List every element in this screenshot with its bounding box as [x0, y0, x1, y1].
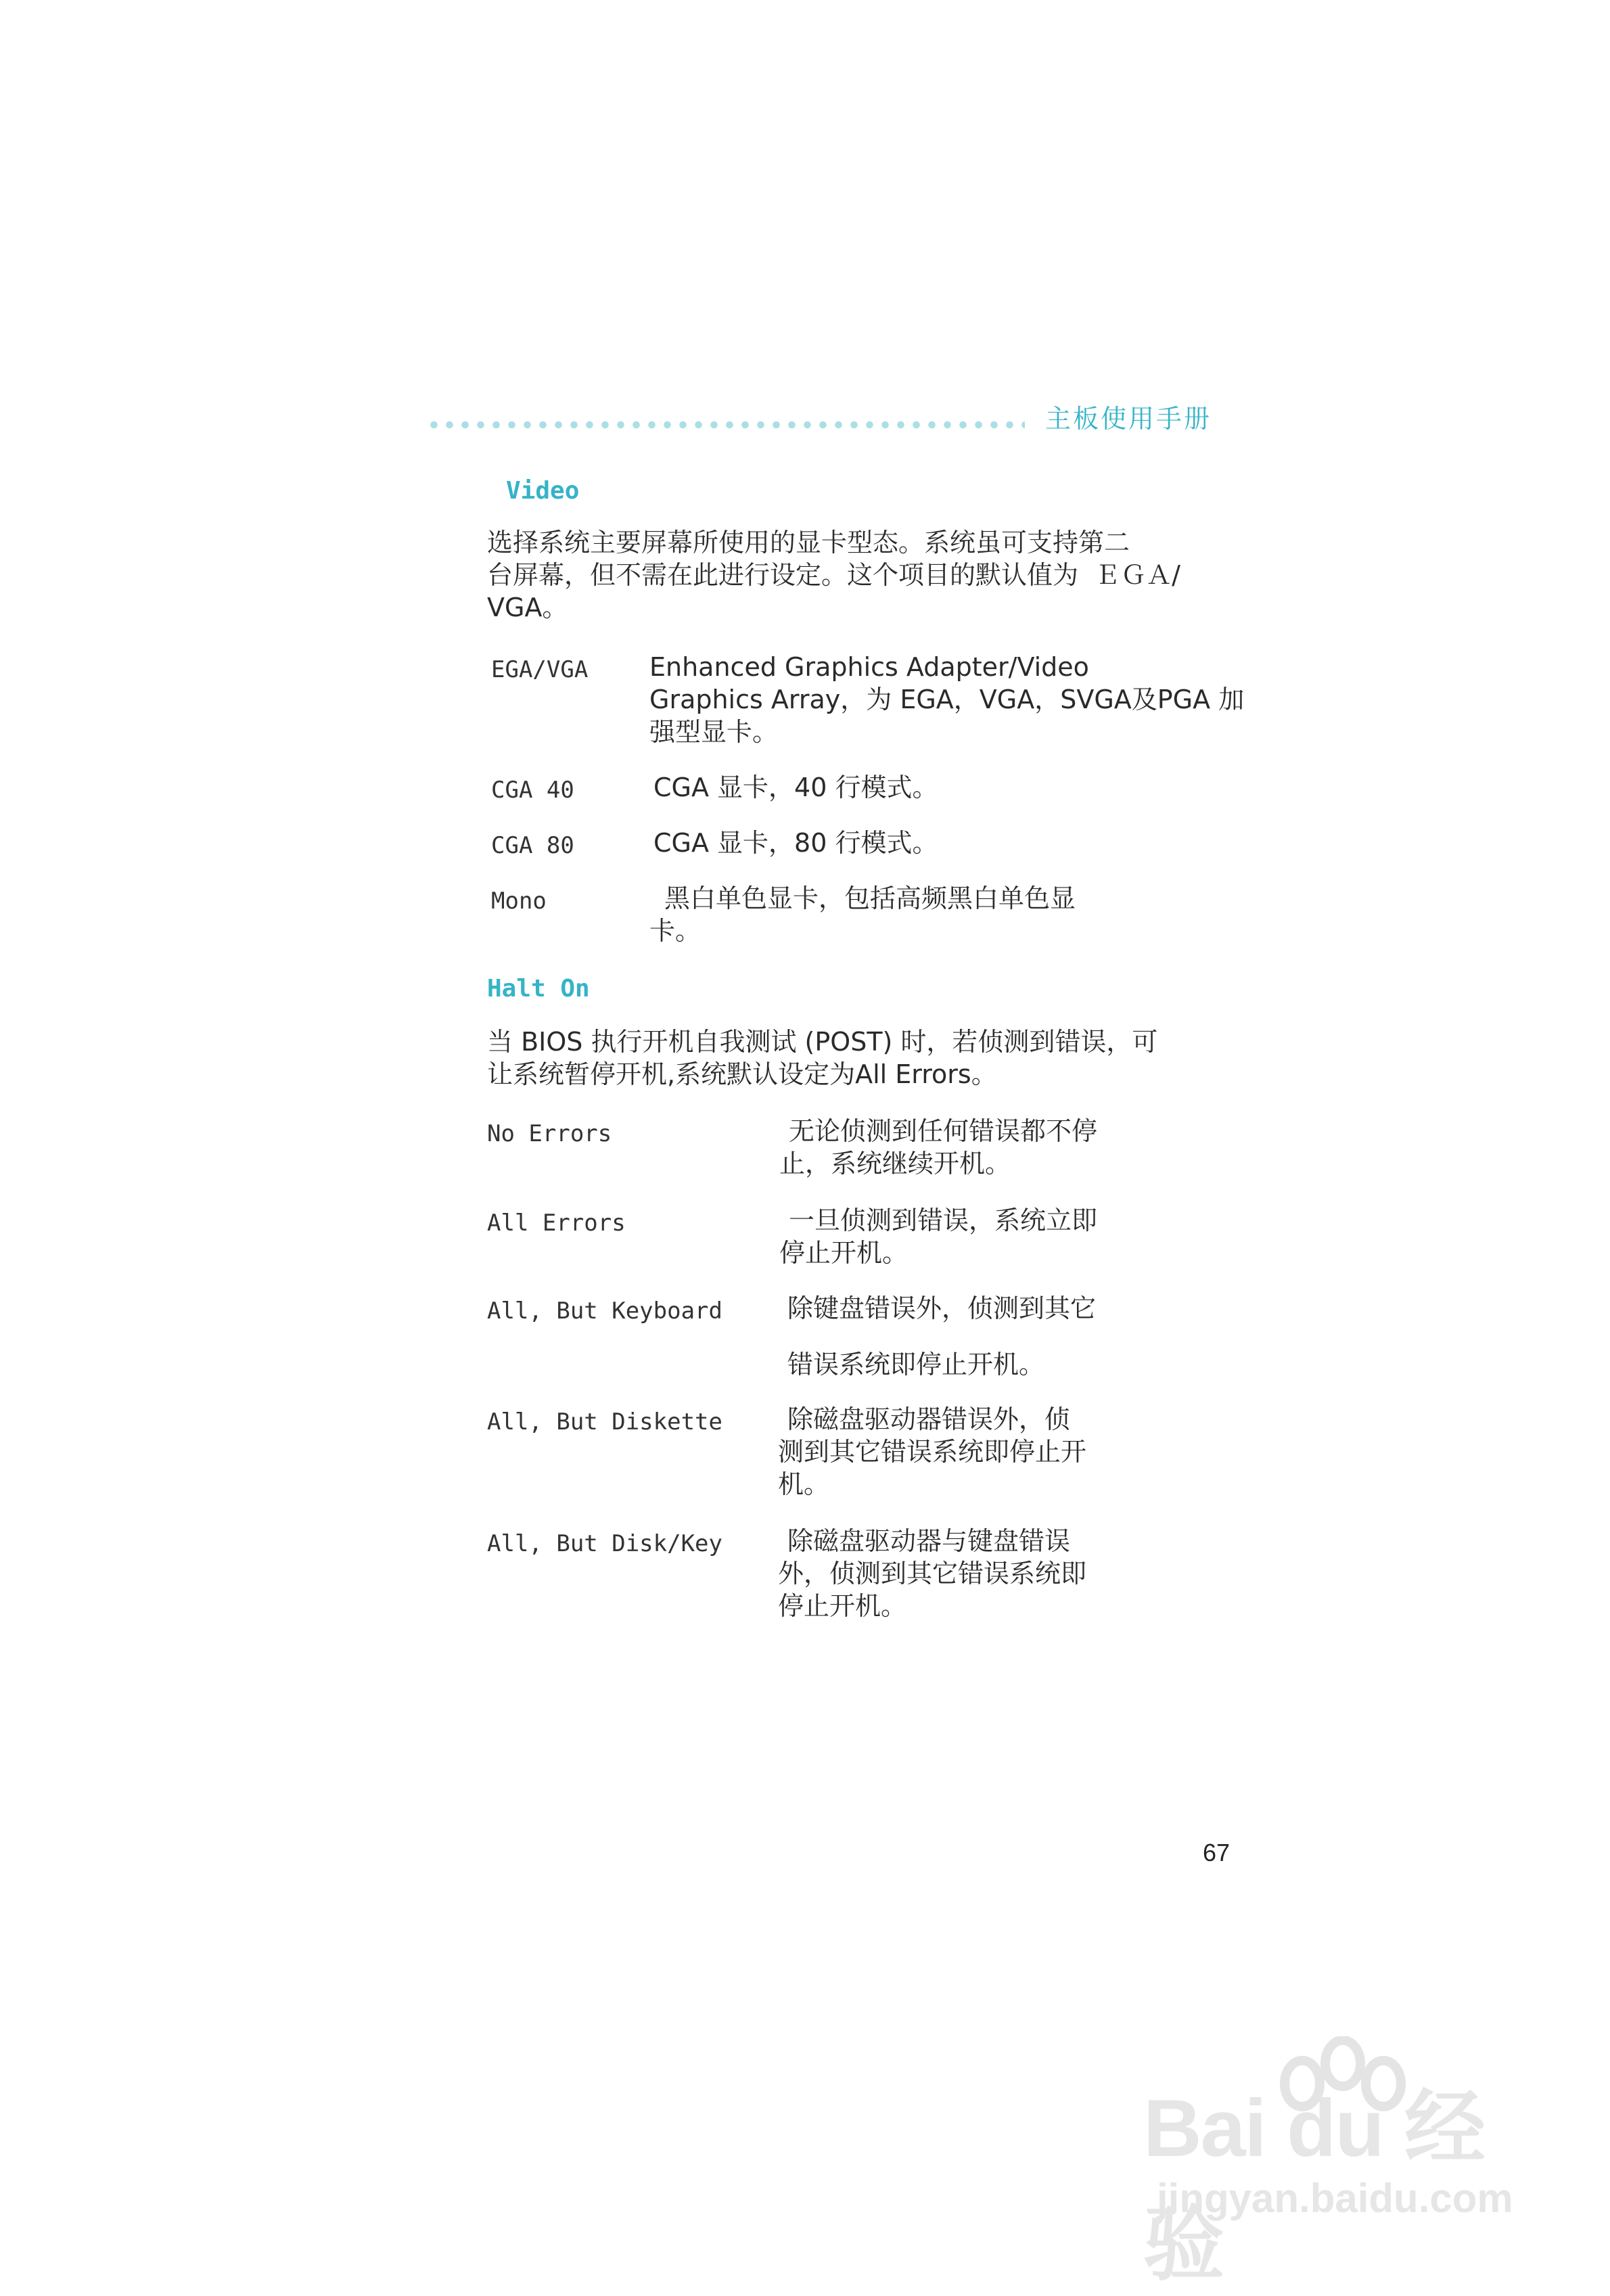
watermark-url: jingyan.baidu.com — [1157, 2176, 1513, 2221]
option-term: Mono — [491, 888, 547, 915]
option-desc: CGA 显卡，40 行模式。 — [653, 773, 938, 802]
option-term: All, But Disk/Key — [487, 1530, 722, 1557]
watermark — [1143, 2036, 1549, 2290]
option-desc: 错误系统即停止开机。 — [787, 1350, 1045, 1379]
option-term: EGA/VGA — [491, 656, 589, 683]
watermark-brand: Bai du 经验 — [1143, 2083, 1485, 2290]
video-heading: Video — [506, 477, 580, 505]
option-desc: 黑白单色显卡，包括高频黑白单色显 卡。 — [649, 883, 1076, 946]
video-intro: 选择系统主要屏幕所使用的显卡型态。系统虽可支持第二 台屏幕，但不需在此进行设定。这个项目的默认值为 ＥＧＡ/ VGA。 — [487, 528, 1180, 622]
option-term: CGA 80 — [491, 832, 574, 859]
option-term: All, But Keyboard — [487, 1298, 722, 1325]
option-desc: CGA 显卡，80 行模式。 — [653, 828, 938, 858]
header-dots — [426, 420, 1025, 430]
option-desc: 除磁盘驱动器错误外，侦 测到其它错误系统即停止开 机。 — [778, 1404, 1087, 1499]
option-term: CGA 40 — [491, 777, 574, 804]
option-term: All Errors — [487, 1210, 626, 1237]
option-term: No Errors — [487, 1120, 612, 1147]
option-term: All, But Diskette — [487, 1408, 722, 1436]
option-desc: Enhanced Graphics Adapter/Video Graphics Array，为 EGA，VGA，SVGA及PGA 加 强型显卡。 — [649, 652, 1245, 747]
option-desc: 除磁盘驱动器与键盘错误 外，侦测到其它错误系统即 停止开机。 — [778, 1526, 1087, 1621]
option-desc: 一旦侦测到错误，系统立即 停止开机。 — [779, 1206, 1098, 1268]
option-desc: 除键盘错误外，侦测到其它 — [787, 1293, 1097, 1323]
option-desc: 无论侦测到任何错误都不停 止，系统继续开机。 — [779, 1116, 1098, 1178]
header-title: 主板使用手册 — [1045, 404, 1212, 434]
halt-on-heading: Halt On — [487, 975, 590, 1003]
halt-on-intro: 当 BIOS 执行开机自我测试 (POST) 时，若侦测到错误，可 让系统暂停开机,系统默认设定为All Errors。 — [487, 1027, 1158, 1089]
page-number: 67 — [1203, 1839, 1230, 1866]
